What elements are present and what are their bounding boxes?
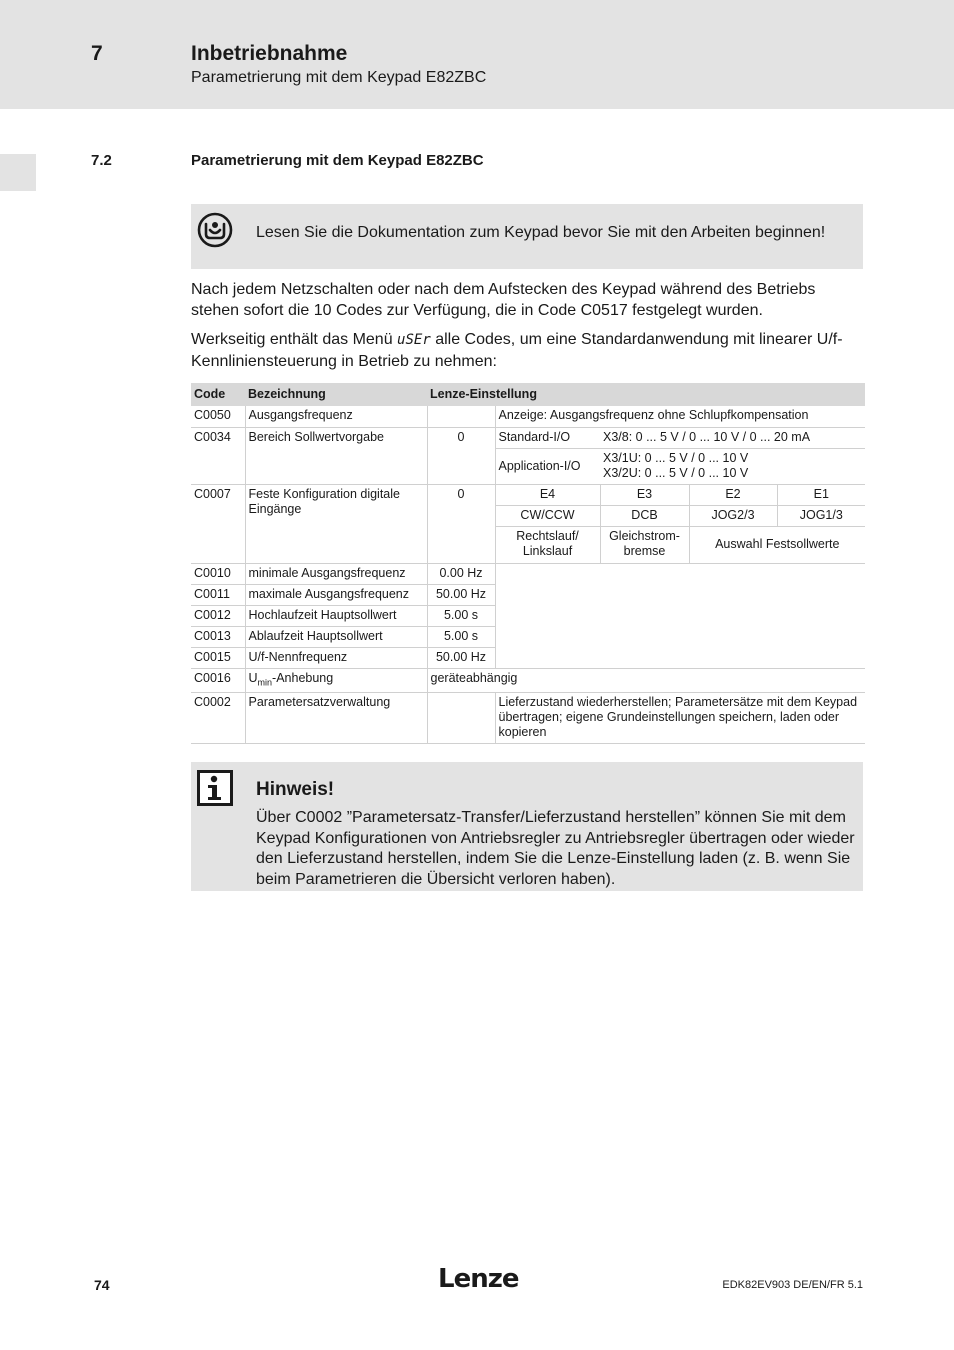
table-row: C0010 minimale Ausgangsfrequenz 0.00 Hz bbox=[191, 563, 865, 584]
table-row: C0016 $U_{min}$-Anhebung geräteabhängig bbox=[191, 668, 865, 693]
manual-reading-icon bbox=[197, 212, 233, 248]
paragraph-user-menu-start: Werkseitig enthält das Menü bbox=[191, 331, 398, 348]
table-row: C0034 Bereich Sollwertvorgabe 0 Standard-I/O X3/8: 0 ... 5 V / 0 ... 10 V / 0 ... 20 mA bbox=[191, 427, 865, 448]
header-code: Code bbox=[191, 383, 245, 406]
table-row: C0012 Hochlaufzeit Hauptsollwert 5.00 s bbox=[191, 605, 865, 626]
documentation-note bbox=[191, 204, 863, 269]
table-row: C0002 Parametersatzverwaltung Lieferzustand wiederherstellen; Parametersätze mit dem Keypad übertragen; eigene Grundeinstellungen speichern, laden oder kopieren bbox=[191, 693, 865, 744]
header-band bbox=[0, 0, 954, 109]
chapter-subtitle: Parametrierung mit dem Keypad E82ZBC bbox=[191, 69, 487, 86]
hint-note bbox=[191, 762, 863, 891]
table-row: C0007 Feste Konfiguration digitale Eingänge 0 E4 E3 E2 E1 bbox=[191, 484, 865, 505]
section-title: Parametrierung mit dem Keypad E82ZBC bbox=[191, 152, 484, 169]
paragraph-user-menu bbox=[191, 329, 863, 372]
table-row: C0013 Ablaufzeit Hauptsollwert 5.00 s bbox=[191, 626, 865, 647]
section-number: 7.2 bbox=[91, 152, 112, 169]
paragraph-power-on: Nach jedem Netzschalten oder nach dem Aufstecken des Keypad während des Betriebs stehen sofort die 10 Codes zur Verfügung, die in Code C0517 festgelegt wurden. bbox=[191, 281, 816, 319]
page-number: 74 bbox=[94, 1277, 110, 1293]
table-row: C0050 Ausgangsfrequenz Anzeige: Ausgangsfrequenz ohne Schlupfkompensation bbox=[191, 406, 865, 427]
lenze-logo: Lenze bbox=[438, 1264, 519, 1294]
hint-text: Über C0002 ”Parametersatz-Transfer/Lieferzustand herstellen” können Sie mit dem Keypad Konfigurationen von Antriebsregler zu Antriebsregler übertragen oder wieder den Lieferzustand herstellen, indem Sie die Lenze-Einstellung laden (z. B. wenn Sie beim Parametrieren die Übersicht verloren haben). bbox=[256, 809, 855, 888]
table-row: C0015 U/f-Nennfrequenz 50.00 Hz bbox=[191, 647, 865, 668]
document-id: EDK82EV903 DE/EN/FR 5.1 bbox=[722, 1279, 863, 1291]
info-icon bbox=[197, 770, 233, 806]
chapter-number: 7 bbox=[91, 42, 103, 65]
chapter-title: Inbetriebnahme bbox=[191, 42, 348, 65]
table-row: Application-I/O X3/1U: 0 ... 5 V / 0 ... 10 V X3/2U: 0 ... 5 V / 0 ... 10 V bbox=[191, 448, 865, 484]
user-menu-name: uSEr bbox=[397, 332, 431, 348]
side-tab-marker bbox=[0, 154, 36, 191]
header-setting: Lenze-Einstellung bbox=[427, 383, 865, 406]
hint-title: Hinweis! bbox=[256, 779, 335, 800]
code-table bbox=[191, 383, 865, 744]
documentation-note-text: Lesen Sie die Dokumentation zum Keypad bevor Sie mit den Arbeiten beginnen! bbox=[256, 224, 826, 241]
header-name: Bezeichnung bbox=[245, 383, 427, 406]
paragraph-user-menu-end: alle Codes, um eine Standardanwendung mit linearer U/f-Kennliniensteuerung in Betrieb zu nehmen: bbox=[191, 331, 843, 370]
table-header-row bbox=[191, 383, 865, 406]
table-row: C0011 maximale Ausgangsfrequenz 50.00 Hz bbox=[191, 584, 865, 605]
table-row: CW/CCW DCB JOG2/3 JOG1/3 bbox=[191, 505, 865, 526]
table-row: Rechtslauf/ Linkslauf Gleichstrom-bremse Auswahl Festsollwerte bbox=[191, 526, 865, 563]
